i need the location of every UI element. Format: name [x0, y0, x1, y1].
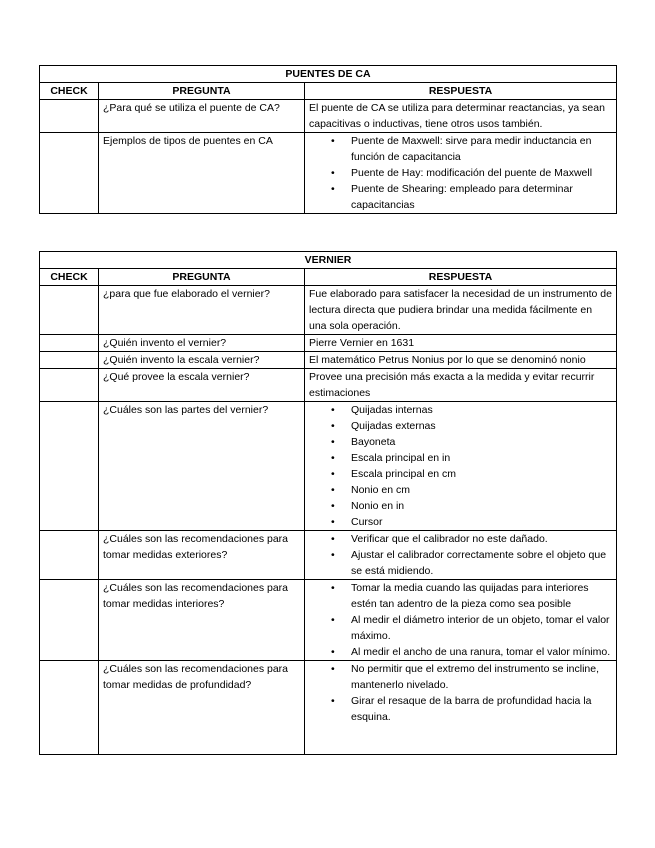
check-cell	[40, 402, 99, 531]
list-item: • Bayoneta	[351, 434, 612, 450]
pregunta-cell: ¿Qué provee la escala vernier?	[99, 369, 305, 402]
respuesta-cell: Provee una precisión más exacta a la medida y evitar recurrir estimaciones	[305, 369, 617, 402]
list-item: • Nonio en in	[351, 498, 612, 514]
table-row	[40, 531, 617, 580]
table-row	[40, 352, 617, 369]
list-item: • Puente de Hay: modificación del puente de Maxwell	[351, 165, 612, 181]
respuesta-cell: El matemático Petrus Nonius por lo que se denominó nonio	[305, 352, 617, 369]
respuesta-cell	[305, 580, 617, 661]
respuesta-cell	[305, 661, 617, 755]
check-header: CHECK	[40, 83, 99, 100]
table-row	[40, 369, 617, 402]
pregunta-cell: ¿Quién invento la escala vernier?	[99, 352, 305, 369]
table-row	[40, 133, 617, 214]
pregunta-header: PREGUNTA	[99, 83, 305, 100]
pregunta-cell: ¿Cuáles son las recomendaciones para tomar medidas interiores?	[99, 580, 305, 661]
table-row	[40, 335, 617, 352]
pregunta-cell: ¿para que fue elaborado el vernier?	[99, 286, 305, 335]
table-row	[40, 286, 617, 335]
check-cell	[40, 352, 99, 369]
list-item: • Puente de Maxwell: sirve para medir inductancia en función de capacitancia	[351, 133, 612, 165]
respuesta-cell: El puente de CA se utiliza para determinar reactancias, ya sean capacitivas o inductivas, tiene otros usos también.	[305, 100, 617, 133]
table-title: VERNIER	[40, 252, 617, 269]
pregunta-header: PREGUNTA	[99, 269, 305, 286]
bullet-list	[309, 133, 612, 213]
list-item: • Quijadas internas	[351, 402, 612, 418]
list-item: • Quijadas externas	[351, 418, 612, 434]
check-cell	[40, 531, 99, 580]
respuesta-header: RESPUESTA	[305, 83, 617, 100]
list-item: • Girar el resaque de la barra de profundidad hacia la esquina.	[351, 693, 612, 725]
list-item: • No permitir que el extremo del instrumento se incline, mantenerlo nivelado.	[351, 661, 612, 693]
check-cell	[40, 369, 99, 402]
respuesta-header: RESPUESTA	[305, 269, 617, 286]
table-row	[40, 402, 617, 531]
pregunta-cell: ¿Para qué se utiliza el puente de CA?	[99, 100, 305, 133]
list-item: • Escala principal en in	[351, 450, 612, 466]
respuesta-cell	[305, 133, 617, 214]
check-cell	[40, 100, 99, 133]
table-row	[40, 661, 617, 755]
list-item: • Al medir el ancho de una ranura, tomar el valor mínimo.	[351, 644, 612, 660]
list-item: • Verificar que el calibrador no este dañado.	[351, 531, 612, 547]
check-cell	[40, 286, 99, 335]
list-item: • Ajustar el calibrador correctamente sobre el objeto que se está midiendo.	[351, 547, 612, 579]
vernier-table	[39, 251, 617, 755]
check-cell	[40, 580, 99, 661]
bullet-list	[309, 402, 612, 530]
puentes-de-ca-table	[39, 65, 617, 214]
list-item: • Cursor	[351, 514, 612, 530]
table-row	[40, 580, 617, 661]
table-row	[40, 100, 617, 133]
list-item: • Puente de Shearing: empleado para determinar capacitancias	[351, 181, 612, 213]
check-cell	[40, 661, 99, 755]
pregunta-cell: ¿Cuáles son las recomendaciones para tomar medidas exteriores?	[99, 531, 305, 580]
bullet-list	[309, 580, 612, 660]
list-item: • Escala principal en cm	[351, 466, 612, 482]
pregunta-cell: Ejemplos de tipos de puentes en CA	[99, 133, 305, 214]
respuesta-cell	[305, 531, 617, 580]
respuesta-cell: Fue elaborado para satisfacer la necesidad de un instrumento de lectura directa que pudiera brindar una medida fácilmente en una sola operación.	[305, 286, 617, 335]
list-item: • Nonio en cm	[351, 482, 612, 498]
check-cell	[40, 133, 99, 214]
check-header: CHECK	[40, 269, 99, 286]
list-item: • Al medir el diámetro interior de un objeto, tomar el valor máximo.	[351, 612, 612, 644]
bullet-list	[309, 661, 612, 725]
respuesta-cell: Pierre Vernier en 1631	[305, 335, 617, 352]
check-cell	[40, 335, 99, 352]
table-title: PUENTES DE CA	[40, 66, 617, 83]
pregunta-cell: ¿Cuáles son las recomendaciones para tomar medidas de profundidad?	[99, 661, 305, 755]
respuesta-cell	[305, 402, 617, 531]
pregunta-cell: ¿Cuáles son las partes del vernier?	[99, 402, 305, 531]
pregunta-cell: ¿Quién invento el vernier?	[99, 335, 305, 352]
bullet-list	[309, 531, 612, 579]
list-item: • Tomar la media cuando las quijadas para interiores estén tan adentro de la pieza como sea posible	[351, 580, 612, 612]
